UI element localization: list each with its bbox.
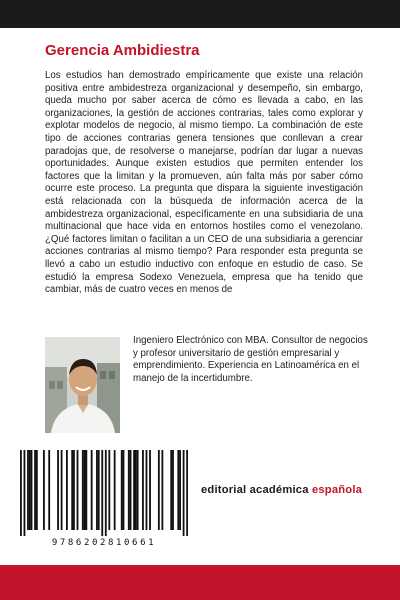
barcode-bar — [121, 450, 123, 530]
barcode-bar — [179, 450, 181, 530]
barcode-bar — [84, 450, 86, 530]
barcode-bar — [57, 450, 59, 530]
barcode-bar — [146, 450, 148, 530]
barcode-bar — [128, 450, 130, 530]
barcode-bar — [101, 450, 103, 536]
barcode-bar — [98, 450, 100, 530]
barcode-bar — [158, 450, 160, 530]
publisher-language: española — [311, 484, 363, 496]
author-photo — [45, 337, 120, 433]
barcode-bar — [34, 450, 36, 530]
barcode-bar — [31, 450, 33, 530]
barcode-bar — [177, 450, 179, 530]
barcode-bar — [137, 450, 139, 530]
barcode-bar — [61, 450, 63, 530]
barcode-bar — [82, 450, 84, 530]
barcode-bar — [66, 450, 68, 530]
barcode-bar — [85, 450, 87, 530]
barcode-bar — [36, 450, 38, 530]
barcode-bar — [130, 450, 132, 530]
top-band — [0, 0, 400, 28]
barcode-bar — [123, 450, 125, 530]
barcode-bar — [161, 450, 163, 530]
publisher-imprint — [201, 484, 362, 496]
barcode-bar — [27, 450, 29, 530]
barcode-bar — [24, 450, 26, 536]
bottom-band — [0, 565, 400, 600]
barcode-bar — [142, 450, 144, 530]
barcode-bar — [77, 450, 79, 530]
isbn-barcode — [20, 450, 188, 550]
barcode-bar — [20, 450, 22, 536]
barcode-bar — [186, 450, 188, 536]
barcode-bar — [29, 450, 31, 530]
barcode-bar — [91, 450, 93, 530]
barcode-bar — [105, 450, 107, 536]
barcode-bars — [20, 450, 188, 536]
barcode-bar — [96, 450, 98, 530]
author-bio: Ingeniero Electrónico con MBA. Consultor de negocios y profesor universitario de gestión empresarial y emprendimiento. Experiencia en Latinoamérica en el manejo de la incertidumbre. — [133, 335, 368, 384]
author-portrait-image — [45, 337, 120, 433]
barcode-bar — [73, 450, 75, 530]
barcode-bar — [48, 450, 50, 530]
barcode-bar — [183, 450, 185, 536]
book-title: Gerencia Ambidiestra — [45, 42, 200, 59]
barcode-bar — [135, 450, 137, 530]
barcode-bar — [71, 450, 73, 530]
barcode-bar — [108, 450, 110, 530]
barcode-bar — [133, 450, 135, 530]
barcode-bar — [149, 450, 151, 530]
barcode-bar — [114, 450, 116, 530]
barcode-bar — [43, 450, 45, 530]
barcode-bar — [170, 450, 172, 530]
barcode-bar — [172, 450, 174, 530]
book-blurb: Los estudios han demostrado empíricamente que existe una relación positiva entre ambidestreza organizacional y desempeño, sin embargo, queda mucho por saber acerca de cómo es llevada a cabo, en las organizaciones, la gestión de acciones contrarias, tales como explorar y explotar modelos de negocio, al mismo tiempo. La combinación de este tipo de acciones contrarias genera tensiones que conllevan a crear paradojas que, de resolverse o manejarse, podrían dar lugar a nuevas oportunidades. Aunque existen estudios que permiten entender los factores que la limitan y la promueven, aún falta más por saber cómo ocurre este proceso. La pregunta que dispara la siguiente investigación está relacionada con la búsqueda de información acerca de la ambidestreza organizacional, específicamente en una subsidiaria de una multinacional que hace vida en entornos hostiles como el venezolano. ¿Qué factores limitan o facilitan a un CEO de una subsidiaria a gerenciar acciones contrarias al mismo tiempo? Para responder esta pregunta se llevó a cabo un estudio inductivo con enfoque en estudio de caso. Se estudió la empresa Sodexo Venezuela, empresa que ha tenido que cambiar, más de cuatro veces en menos de — [45, 70, 363, 296]
publisher-name: editorial académica — [201, 484, 312, 496]
isbn-digits: 9786202810661 — [51, 538, 157, 548]
